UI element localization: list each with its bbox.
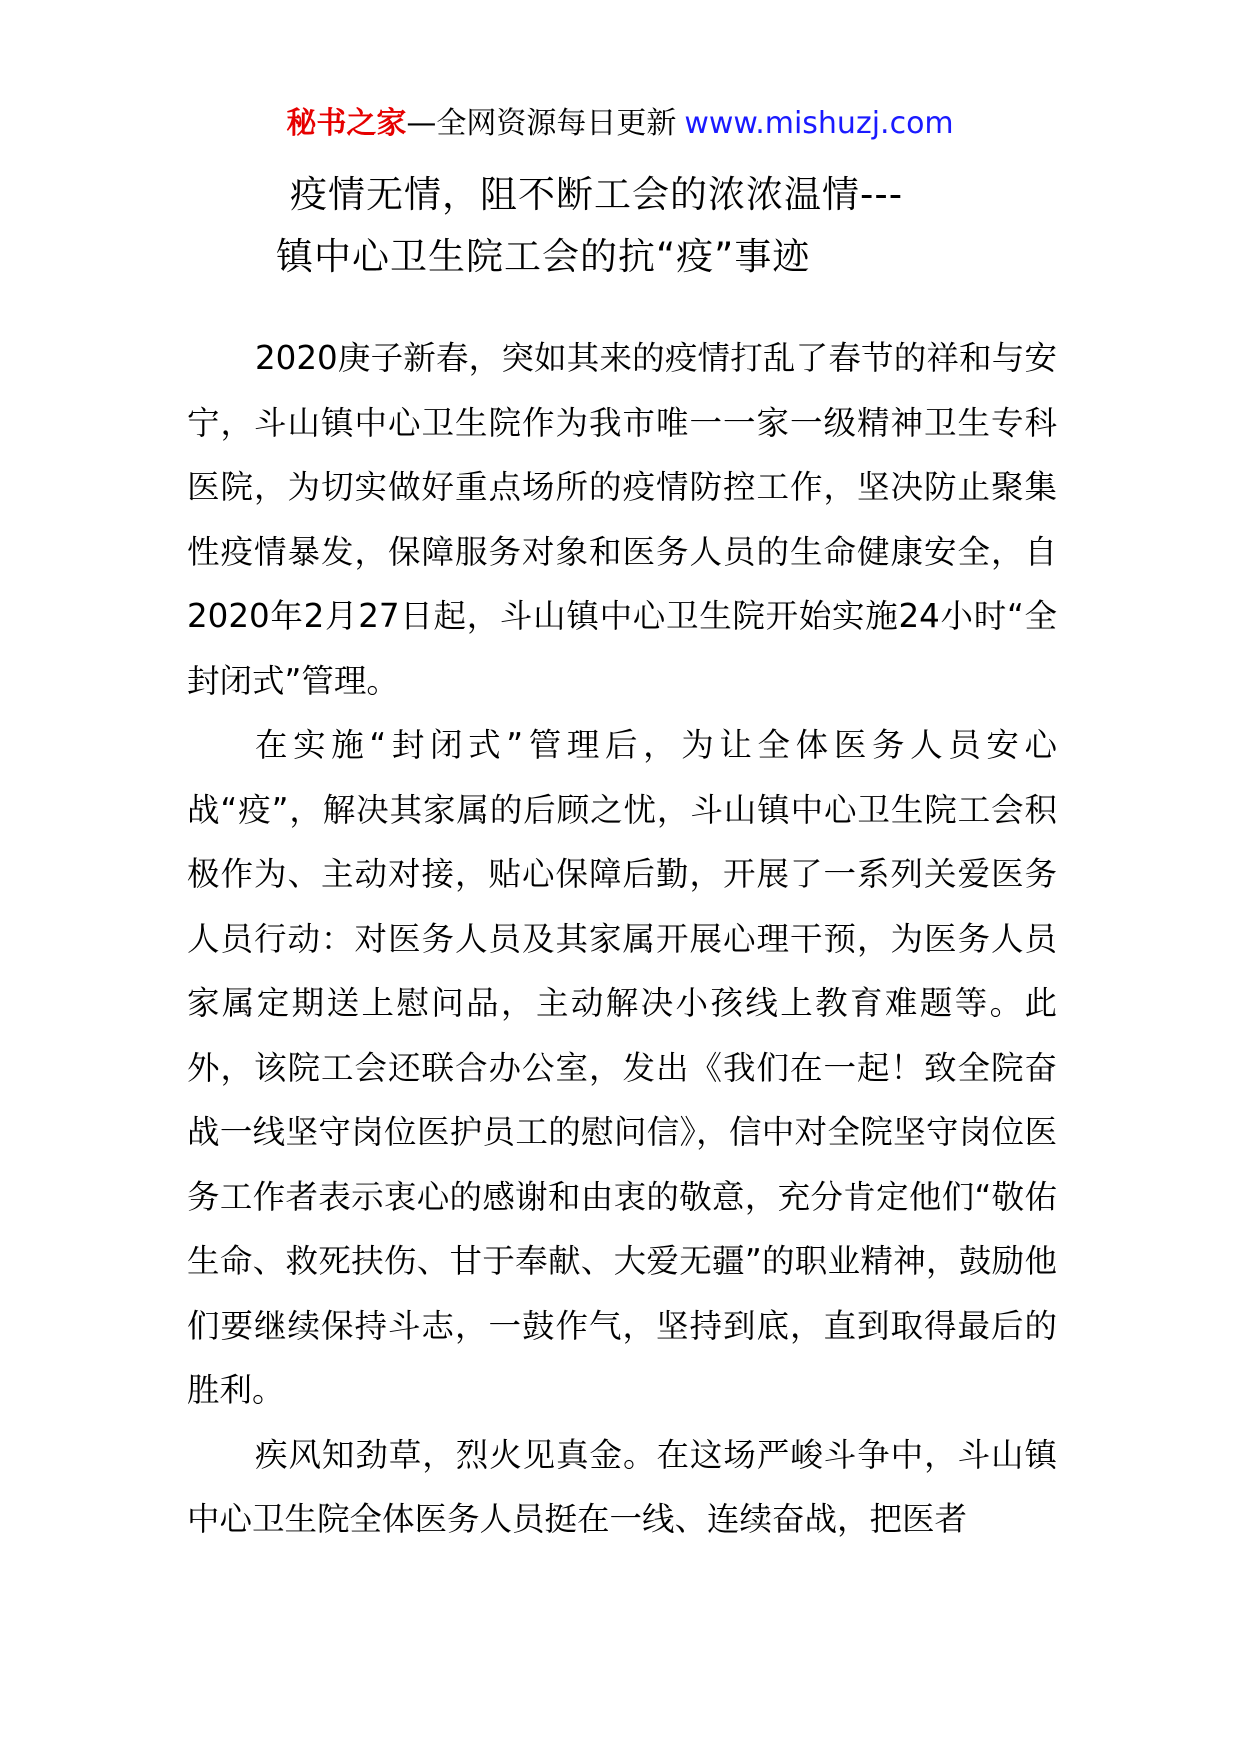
document-title-line-1: 疫情无情，阻不断工会的浓浓温情--- [290,173,904,216]
document-title-line-2: 镇中心卫生院工会的抗“疫”事迹 [276,235,811,278]
site-url-link[interactable]: www.mishuzj.com [684,106,954,141]
body-paragraph-2: 在实施“封闭式”管理后，为让全体医务人员安心战“疫”，解决其家属的后顾之忧，斗山镇中心卫生院工会积极作为、主动对接，贴心保障后勤，开展了一系列关爱医务人员行动：对医务人员及其家属开展心理干预，为医务人员家属定期送上慰问品，主动解决小孩线上教育难题等。此外，该院工会还联合办公室，发出《我们在一起！致全院奋战一线坚守岗位医护员工的慰问信》，信中对全院坚守岗位医务工作者表示衷心的感谢和由衷的敬意，充分肯定他们“敬佑生命、救死扶伤、甘于奉献、大爱无疆”的职业精神，鼓励他们要继续保持斗志，一鼓作气，坚持到底，直到取得最后的胜利。 [187,726,1057,1409]
site-brand: 秘书之家 [286,106,407,141]
site-header [0,104,1240,144]
document-body [187,326,1057,1552]
body-paragraph-3: 疾风知劲草，烈火见真金。在这场严峻斗争中，斗山镇中心卫生院全体医务人员挺在一线、连续奋战，把医者 [187,1435,1057,1538]
body-paragraph-1: 2020庚子新春，突如其来的疫情打乱了春节的祥和与安宁，斗山镇中心卫生院作为我市唯一一家一级精神卫生专科医院，为切实做好重点场所的疫情防控工作，坚决防止聚集性疫情暴发，保障服务对象和医务人员的生命健康安全，自2020年2月27日起，斗山镇中心卫生院开始实施24小时“全封闭式”管理。 [187,339,1057,700]
site-tagline: —全网资源每日更新 [406,106,677,141]
